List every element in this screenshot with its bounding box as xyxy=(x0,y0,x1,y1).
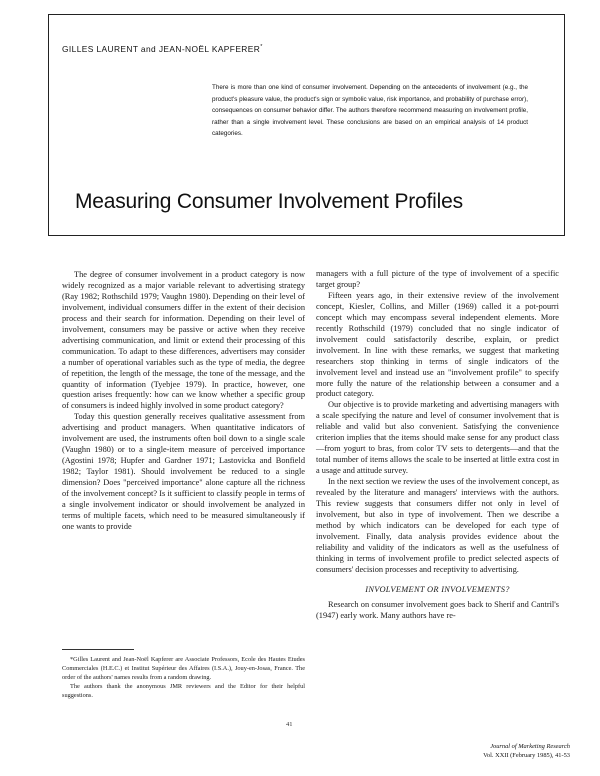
author-note-mark: * xyxy=(260,44,263,51)
authors xyxy=(62,44,263,54)
right-column xyxy=(316,269,559,622)
paragraph: Our objective is to provide marketing and advertising managers with a scale specifying the nature and level of consumer involvement that is reliable and valid but also convenient. Satisfying the convenience criterion implies that the items should make sense for any product class—from yogurt to bras, from color TV sets to detergents—and that the total number of items allows the scale to be inserted at little extra cost in a usage and attitude survey. xyxy=(316,400,559,476)
footnote-authors: *Gilles Laurent and Jean-Noël Kapferer are Associate Professors, Ecole des Hautes Etudes Commerciales (H.E.C.) et Institut Supérieur des Affaires (I.S.A.), Jouy-en-Josas, France. The order of the authors' names results from a random drawing. xyxy=(62,656,305,681)
abstract: There is more than one kind of consumer involvement. Depending on the antecedents of involvement (e.g., the product's pleasure value, the product's sign or symbolic value, risk importance, and probability of purchase error), consequences on consumer behavior differ. The authors therefore recommend measuring on involvement profile, rather than a single involvement level. These conclusions are based on an empirical analysis of 14 product categories. xyxy=(212,84,528,137)
paragraph: The degree of consumer involvement in a product category is now widely recognized as a major variable relevant to advertising strategy (Ray 1982; Rothschild 1979; Vaughn 1980). Depending on their level of involvement, individual consumers differ in the extent of their decision process and their search for information. Depending on their level of involvement, consumers may be passive or active when they receive advertising communication, and limit or extend their processing of this communication. To adapt to these differences, advertisers may consider a number of operational variables such as the type of media, the degree of repetition, the length of the message, the tone of the message, and the quantity of information (Tyebjee 1979). In practice, however, one question arises frequently: how can we know whether a specific group of consumers is indeed highly involved in some product category? xyxy=(62,270,305,411)
footnote-acknowledgment: The authors thank the anonymous JMR reviewers and the Editor for their helpful suggestions. xyxy=(62,683,305,699)
article-title: Measuring Consumer Involvement Profiles xyxy=(75,190,463,214)
journal-citation xyxy=(430,742,570,760)
paragraph: In the next section we review the uses of the involvement concept, as revealed by the literature and managers' interviews with the authors. This review suggests that consumers differ not only in level of involvement, but also in type of involvement. Then we describe a method by which indicators can be developed for each type of involvement. Finally, data analysis provides evidence about the reliability and validity of the indicators as well as the usefulness of thinking in terms of involvement profile to predict selected aspects of consumers' decision processes and receptivity to advertising. xyxy=(316,477,560,574)
journal-name: Journal of Marketing Research xyxy=(490,743,570,750)
paragraph: Fifteen years ago, in their extensive review of the involvement concept, Kiesler, Collins, and Miller (1969) called it a pot-pourri concept which may encompass several independent elements. More recently Rothschild (1979) concluded that no single indicator of involvement could satisfactorily describe, explain, or predict involvement. In line with these remarks, we suggest that marketing researchers stop thinking in terms of single indicators of the involvement level and instead use an "involvement profile" to specify more fully the nature of the relationship between a consumer and a product category. xyxy=(316,290,559,399)
footnote-rule xyxy=(62,649,134,650)
paragraph: Research on consumer involvement goes back to Sherif and Cantril's (1947) early work. Many authors have re- xyxy=(316,599,559,620)
volume-info: Vol. XXII (February 1985), 41-53 xyxy=(483,752,570,759)
paragraph: managers with a full picture of the type of involvement of a specific target group? xyxy=(316,269,559,289)
page-number: 41 xyxy=(286,721,293,728)
section-heading: INVOLVEMENT OR INVOLVEMENTS? xyxy=(365,584,510,594)
footnotes xyxy=(62,655,305,700)
left-column xyxy=(62,270,305,533)
authors-text: GILLES LAURENT and JEAN-NOËL KAPFERER xyxy=(62,44,261,54)
paragraph: Today this question generally receives qualitative assessment from advertising and product managers. When quantitative indicators of involvement are used, the instruments often boil down to a single scale (Vaughn 1980) or to a single-item measure of perceived importance (Agostini 1978; Hupfer and Gardner 1971; Lastovicka and Bonfield 1982; Taylor 1981). Should involvement be reduced to a single dimension? Does "perceived importance" alone capture all the richness of the involvement concept? Is it sufficient to classify people in terms of a single involvement indicator or should involvement be analyzed in terms of multiple facets, which need to be measured simultaneously if one wants to provide xyxy=(62,412,305,531)
